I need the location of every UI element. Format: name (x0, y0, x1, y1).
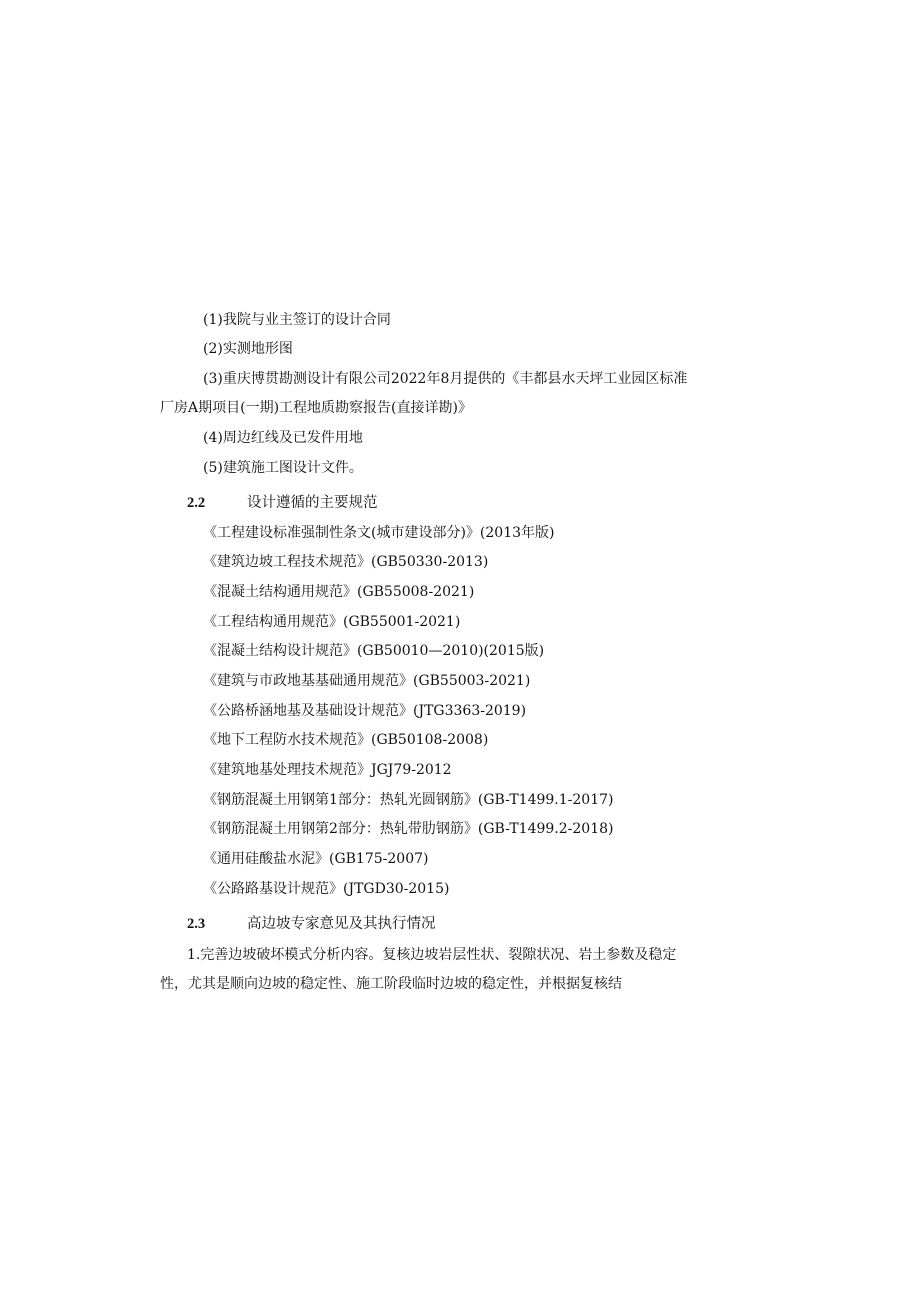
standard-item: 《公路桥涵地基及基础设计规范》(JTG3363-2019) (203, 703, 527, 719)
basis-item-3: (3)重庆博贯勘测设计有限公司2022年8月提供的《丰都县水天坪工业园区标准 (203, 371, 688, 387)
section-number: 2.3 (187, 916, 206, 932)
paragraph-line-1: 1.完善边坡破坏模式分析内容。复核边坡岩层性状、裂隙状况、岩土参数及稳定 (187, 947, 677, 963)
paragraph-line-2: 性，尤其是顺向边坡的稳定性、施工阶段临时边坡的稳定性，并根据复核结 (160, 976, 622, 992)
standard-item: 《混凝土结构通用规范》(GB55008-2021) (203, 584, 475, 600)
standard-item: 《钢筋混凝土用钢第2部分：热轧带肋钢筋》(GB-T1499.2-2018) (203, 821, 614, 837)
basis-item-1: (1)我院与业主签订的设计合同 (203, 312, 391, 328)
standard-item: 《公路路基设计规范》(JTGD30-2015) (203, 881, 450, 897)
basis-item-4: (4)周边红线及已发件用地 (203, 430, 363, 446)
section-heading-2-2 (187, 493, 378, 513)
section-title: 高边坡专家意见及其执行情况 (247, 916, 436, 932)
section-title: 设计遵循的主要规范 (247, 495, 378, 511)
standard-item: 《工程结构通用规范》(GB55001-2021) (203, 614, 461, 630)
standard-item: 《工程建设标准强制性条文(城市建设部分)》(2013年版) (203, 525, 555, 541)
standard-item: 《钢筋混凝土用钢第1部分：热轧光圆钢筋》(GB-T1499.1-2017) (203, 792, 614, 808)
section-heading-2-3 (187, 914, 436, 934)
standard-item: 《通用硅酸盐水泥》(GB175-2007) (203, 851, 429, 867)
basis-item-5: (5)建筑施工图设计文件。 (203, 460, 363, 476)
standard-item: 《混凝土结构设计规范》(GB50010—2010)(2015版) (203, 643, 545, 659)
section-number: 2.2 (187, 495, 206, 511)
standard-item: 《建筑与市政地基基础通用规范》(GB55003-2021) (203, 673, 531, 689)
standard-item: 《建筑地基处理技术规范》JGJ79-2012 (203, 762, 452, 778)
standard-item: 《地下工程防水技术规范》(GB50108-2008) (203, 732, 489, 748)
basis-item-2: (2)实测地形图 (203, 341, 293, 357)
basis-item-3-continued: 厂房A期项目(一期)工程地质勘察报告(直接详勘)》 (160, 400, 472, 416)
standard-item: 《建筑边坡工程技术规范》(GB50330-2013) (203, 554, 489, 570)
